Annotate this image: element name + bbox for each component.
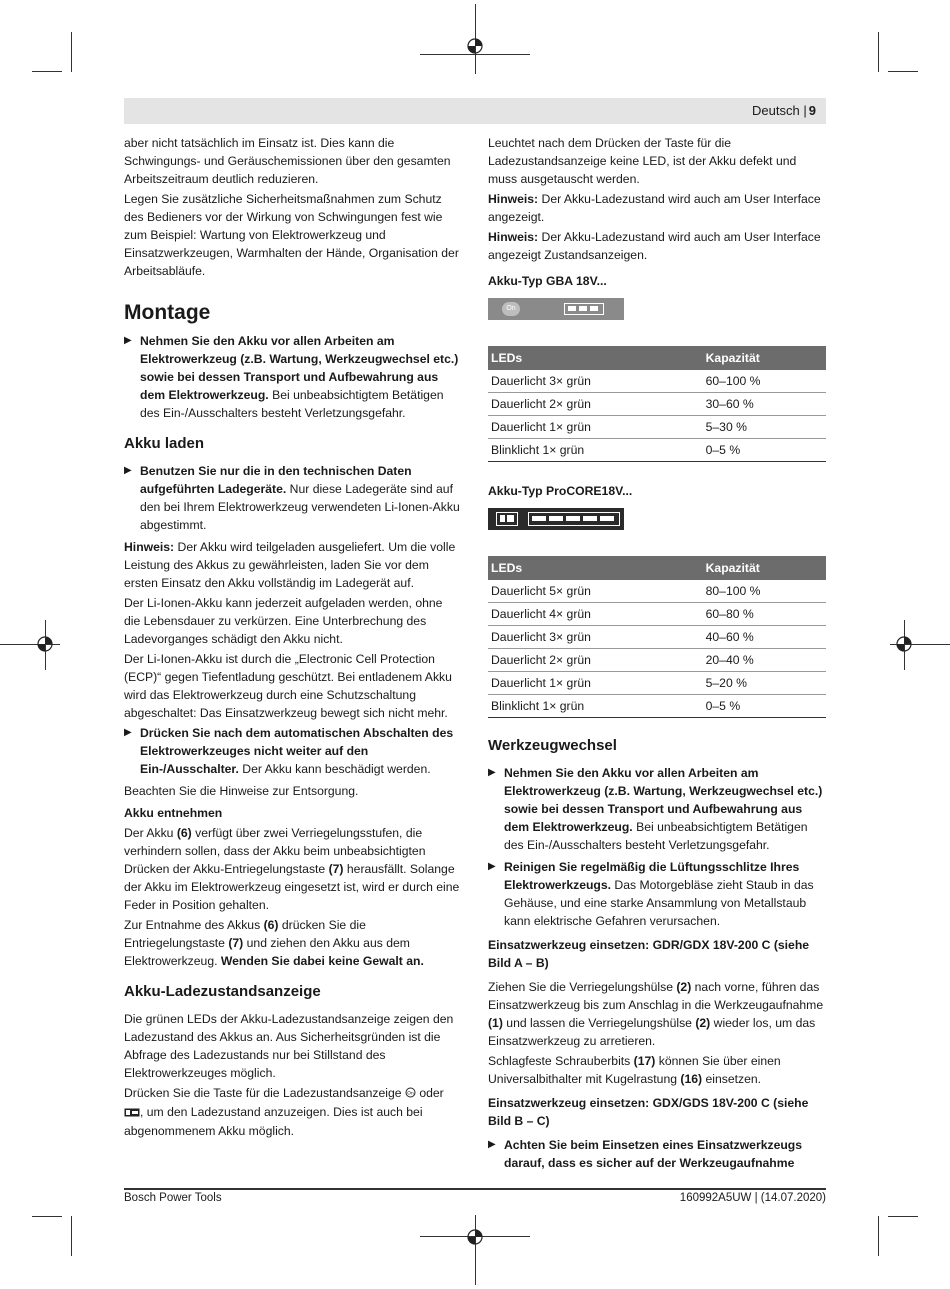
on-button-icon: On (502, 302, 520, 316)
right-column (488, 134, 826, 1176)
crop-mark (878, 1216, 879, 1256)
on-button-icon (405, 1085, 416, 1103)
table-header-capacity: Kapazität (703, 346, 826, 370)
footer-brand: Bosch Power Tools (124, 1192, 222, 1204)
table-row: Dauerlicht 3× grün 60–100 % (488, 370, 826, 393)
bullet-bold-text: Nehmen Sie den Akku vor allen Arbeiten am Elektrowerkzeug (z.B. Wartung, Werkzeugwechsel etc.) sowie bei dessen Transport und Aufbewahrung aus dem Elektrowerkzeug. (140, 334, 459, 402)
table-row: Dauerlicht 1× grün 5–20 % (488, 672, 826, 695)
paragraph: Der Akku (6) verfügt über zwei Verriegelungsstufen, die verhindern sollen, dass der Akku beim unbeabsichtigten Drücken der Akku-Entriegelungstaste (7) herausfällt. Solange der Akku im Elektrowerkzeug eingesetzt ist, wird er durch eine Feder in Position gehalten. (124, 826, 460, 912)
header-section: Deutsch (752, 103, 800, 118)
registration-mark-icon (465, 36, 485, 56)
page-number: 9 (808, 103, 816, 118)
table-row: Dauerlicht 5× grün 80–100 % (488, 580, 826, 603)
triangle-bullet-icon: ▶ (124, 727, 132, 738)
heading-akku-laden: Akku laden (124, 435, 205, 452)
table-row: Dauerlicht 4× grün 60–80 % (488, 603, 826, 626)
heading-werkzeugwechsel: Werkzeugwechsel (488, 737, 617, 754)
bullet-bold-text: Drücken Sie nach dem automatischen Abschalten des Elektrowerkzeuges nicht weiter auf den Ein-/Ausschalter. (140, 726, 454, 776)
warning-bullet: ▶ Reinigen Sie regelmäßig die Lüftungsschlitze Ihres Elektrowerkzeugs. Das Motorgebläse zieht Staub in das Gehäuse, und eine starke Ansammlung von Metallstaub kann elektrische Gefahren verursachen. (488, 860, 814, 928)
gba-title: Akku-Typ GBA 18V... (488, 274, 607, 288)
table-row: Blinklicht 1× grün 0–5 % (488, 439, 826, 462)
paragraph: Zur Entnahme des Akkus (6) drücken Sie die Entriegelungstaste (7) und ziehen den Akku aus dem Elektrowerkzeug. Wenden Sie dabei keine Gewalt an. (124, 918, 424, 968)
crop-mark (71, 32, 72, 72)
table-row: Dauerlicht 1× grün 5–30 % (488, 416, 826, 439)
gba-battery-indicator-image (488, 298, 624, 320)
procore-battery-indicator-image (488, 508, 624, 530)
registration-mark-icon (894, 634, 914, 654)
procore-capacity-table (488, 556, 826, 718)
crop-mark (32, 1216, 62, 1217)
crop-mark (888, 1216, 918, 1217)
battery-button-icon (124, 1104, 140, 1122)
paragraph: aber nicht tatsächlich im Einsatz ist. Dies kann die Schwingungs- und Geräuschemissionen über den gesamten Arbeitszeitraum deutlich reduzieren. (124, 136, 451, 186)
header-separator: | (803, 103, 807, 118)
heading-montage: Montage (124, 301, 211, 324)
bullet-text: Der Akku kann beschädigt werden. (238, 762, 431, 776)
paragraph: Legen Sie zusätzliche Sicherheitsmaßnahmen zum Schutz des Bedieners vor der Wirkung von Schwingungen fest wie zum Beispiel: Wartung von Elektrowerkzeug und Einsatzwerkzeugen, Warmhalten der Hände, Organisation der Arbeitsabläufe. (124, 192, 459, 278)
note-paragraph: Hinweis: Der Akku-Ladezustand wird auch am User Interface angezeigt. (488, 192, 821, 224)
heading-akku-entnehmen: Akku entnehmen (124, 806, 223, 820)
footer-rule (124, 1188, 826, 1190)
header-text (752, 103, 816, 118)
note-paragraph (124, 538, 460, 592)
note-label: Hinweis: (124, 540, 175, 554)
warning-bullet (124, 724, 460, 778)
subheading-gdr-gdx: Einsatzwerkzeug einsetzen: GDR/GDX 18V-200 C (siehe Bild A – B) (488, 938, 810, 970)
left-column (124, 134, 460, 1142)
paragraph: Beachten Sie die Hinweise zur Entsorgung. (124, 784, 359, 798)
paragraph: Schlagfeste Schrauberbits (17) können Sie über einen Universalbithalter mit Kugelrastung (16) einsetzen. (488, 1054, 781, 1086)
triangle-bullet-icon: ▶ (488, 861, 496, 872)
battery-icon (564, 303, 604, 315)
paragraph: Der Li-Ionen-Akku ist durch die „Electronic Cell Protection (ECP)“ gegen Tiefentladung geschützt. Bei entladenem Akku wird das Elektrowerkzeug durch eine Schutzschaltung abgeschaltet: Das Einsatzwerkzeug bewegt sich nicht mehr. (124, 652, 452, 720)
warning-bullet: ▶ Achten Sie beim Einsetzen eines Einsatzwerkzeugs darauf, dass es sicher auf der Werkzeugaufnahme (488, 1138, 803, 1170)
triangle-bullet-icon: ▶ (124, 465, 132, 476)
table-row: Dauerlicht 3× grün 40–60 % (488, 626, 826, 649)
note-paragraph: Hinweis: Der Akku-Ladezustand wird auch am User Interface angezeigt Zustandsanzeigen. (488, 230, 821, 262)
paragraph: Ziehen Sie die Verriegelungshülse (2) nach vorne, führen das Einsatzwerkzeug bis zum Anschlag in die Werkzeugaufnahme (1) und lassen die Verriegelungshülse (2) wieder los, um das Einsatzwerkzeug zu arretieren. (488, 980, 824, 1048)
bullet-text: Nur diese Ladegeräte sind auf den bei Ihrem Elektrowerkzeug verwendeten Li-Ionen-Akku abgestimmt. (140, 482, 460, 532)
table-row: Dauerlicht 2× grün 30–60 % (488, 393, 826, 416)
subheading-gdx-gds: Einsatzwerkzeug einsetzen: GDX/GDS 18V-200 C (siehe Bild B – C) (488, 1096, 809, 1128)
crop-mark (888, 71, 918, 72)
warning-bullet: ▶ Nehmen Sie den Akku vor allen Arbeiten am Elektrowerkzeug (z.B. Wartung, Werkzeugwechsel etc.) sowie bei dessen Transport und Aufbewahrung aus dem Elektrowerkzeug. Bei unbeabsichtigtem Betätigen des Ein-/Ausschalters besteht Verletzungsgefahr. (488, 766, 823, 852)
crop-mark (878, 32, 879, 72)
warning-bullet (124, 332, 460, 422)
svg-text:On: On (407, 1091, 414, 1097)
crop-mark (475, 1215, 476, 1285)
triangle-bullet-icon: ▶ (488, 767, 496, 778)
table-header-leds: LEDs (488, 556, 703, 580)
crop-mark (71, 1216, 72, 1256)
table-header-capacity: Kapazität (703, 556, 826, 580)
crop-mark (32, 71, 62, 72)
battery-level-icon (528, 512, 620, 526)
footer-doc-id: 160992A5UW | (14.07.2020) (679, 1192, 826, 1204)
table-row: Blinklicht 1× grün 0–5 % (488, 695, 826, 718)
warning-bullet (124, 462, 460, 534)
note-text: Der Akku wird teilgeladen ausgeliefert. Um die volle Leistung des Akkus zu gewährleisten, laden Sie vor dem ersten Einsatz den Akku vollständig im Ladegerät auf. (124, 540, 456, 590)
procore-title: Akku-Typ ProCORE18V... (488, 484, 633, 498)
paragraph: Drücken Sie die Taste für die Ladezustandsanzeige On oder , um den Ladezustand anzuzeigen. Dies ist auch bei abgenommenem Akku möglich. (124, 1086, 444, 1138)
registration-mark-icon (35, 634, 55, 654)
bullet-bold-text: Benutzen Sie nur die in den technischen Daten aufgeführten Ladegeräte. (140, 464, 412, 496)
heading-ladezustandsanzeige: Akku-Ladezustandsanzeige (124, 983, 321, 1000)
paragraph: Leuchtet nach dem Drücken der Taste für die Ladezustandsanzeige keine LED, ist der Akku defekt und muss ausgetauscht werden. (488, 136, 797, 186)
triangle-bullet-icon: ▶ (488, 1139, 496, 1150)
paragraph: Die grünen LEDs der Akku-Ladezustandsanzeige zeigen den Ladezustand des Akkus an. Aus Sicherheitsgründen ist die Abfrage des Ladezustands nur bei Stillstand des Elektrowerkzeuges möglich. (124, 1012, 454, 1080)
registration-mark-icon (465, 1227, 485, 1247)
table-header-leds: LEDs (488, 346, 703, 370)
triangle-bullet-icon: ▶ (124, 335, 132, 346)
battery-button-icon (496, 512, 518, 526)
gba-capacity-table (488, 346, 826, 462)
bullet-text: Bei unbeabsichtigtem Betätigen des Ein-/Ausschalters besteht Verletzungsgefahr. (140, 388, 444, 420)
page-header (124, 98, 826, 124)
paragraph: Der Li-Ionen-Akku kann jederzeit aufgeladen werden, ohne die Lebensdauer zu verkürzen. Eine Unterbrechung des Ladevorganges schädigt den Akku nicht. (124, 596, 443, 646)
table-row: Dauerlicht 2× grün 20–40 % (488, 649, 826, 672)
